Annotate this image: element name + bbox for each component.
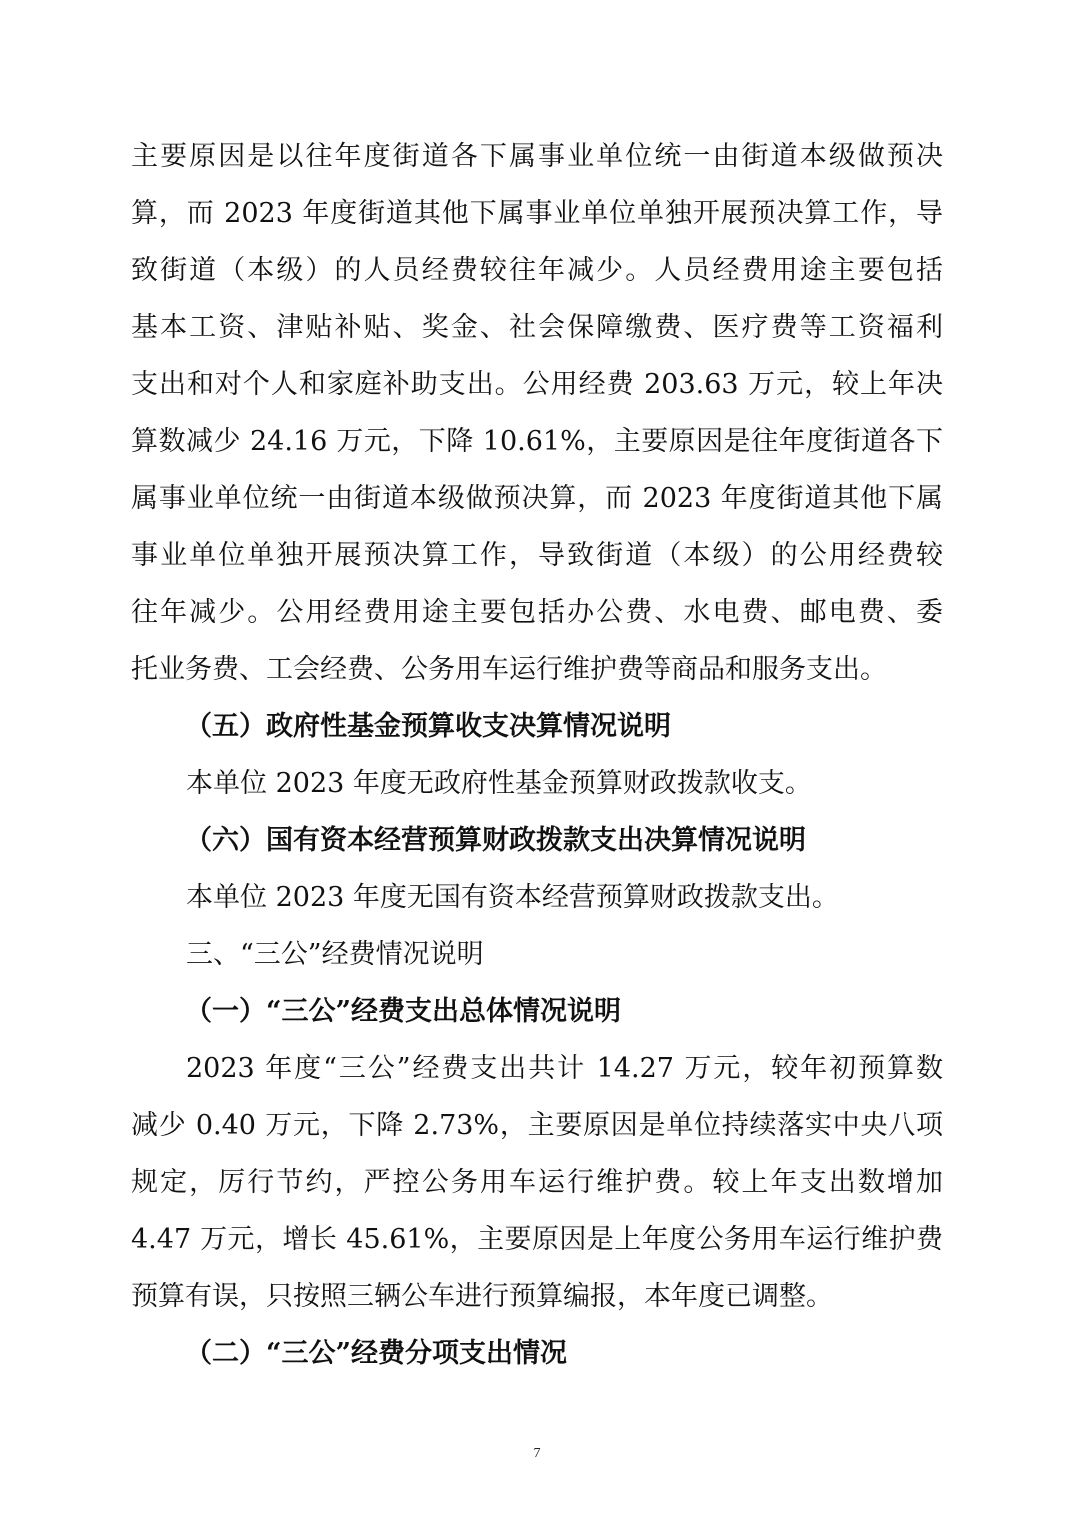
section-heading: （二）“三公”经费分项支出情况 — [185, 1338, 568, 1369]
body-text-line: 支出和对个人和家庭补助支出。公用经费 203.63 万元，较上年决 — [131, 369, 943, 400]
section-heading: （一）“三公”经费支出总体情况说明 — [185, 996, 622, 1027]
body-text-line: 基本工资、津贴补贴、奖金、社会保障缴费、医疗费等工资福利 — [131, 312, 943, 343]
body-text-line: 算，而 2023 年度街道其他下属事业单位单独开展预决算工作，导 — [131, 198, 943, 229]
body-text-line: 事业单位单独开展预决算工作，导致街道（本级）的公用经费较 — [131, 540, 943, 571]
section-heading: （六）国有资本经营预算财政拨款支出决算情况说明 — [185, 825, 806, 856]
body-text-line: 算数减少 24.16 万元，下降 10.61%，主要原因是往年度街道各下 — [131, 426, 943, 457]
body-text-line: 致街道（本级）的人员经费较往年减少。人员经费用途主要包括 — [131, 255, 943, 286]
body-text-line: 规定，厉行节约，严控公务用车运行维护费。较上年支出数增加 — [131, 1167, 943, 1198]
section-heading: （五）政府性基金预算收支决算情况说明 — [185, 711, 671, 742]
body-text-line: 托业务费、工会经费、公务用车运行维护费等商品和服务支出。 — [131, 654, 887, 685]
section-heading: 三、“三公”经费情况说明 — [186, 939, 484, 970]
body-text-line: 2023 年度“三公”经费支出共计 14.27 万元，较年初预算数 — [186, 1053, 943, 1084]
body-text-line: 4.47 万元，增长 45.61%，主要原因是上年度公务用车运行维护费 — [131, 1224, 943, 1255]
body-text-line: 减少 0.40 万元，下降 2.73%，主要原因是单位持续落实中央八项 — [131, 1110, 943, 1141]
body-text-line: 本单位 2023 年度无国有资本经营预算财政拨款支出。 — [186, 882, 839, 913]
page-number: 7 — [533, 1446, 541, 1461]
body-text-line: 属事业单位统一由街道本级做预决算，而 2023 年度街道其他下属 — [131, 483, 943, 514]
body-text-line: 往年减少。公用经费用途主要包括办公费、水电费、邮电费、委 — [131, 597, 943, 628]
body-text-line: 本单位 2023 年度无政府性基金预算财政拨款收支。 — [186, 768, 812, 799]
body-text-line: 主要原因是以往年度街道各下属事业单位统一由街道本级做预决 — [131, 141, 943, 172]
body-text-line: 预算有误，只按照三辆公车进行预算编报，本年度已调整。 — [131, 1281, 833, 1312]
